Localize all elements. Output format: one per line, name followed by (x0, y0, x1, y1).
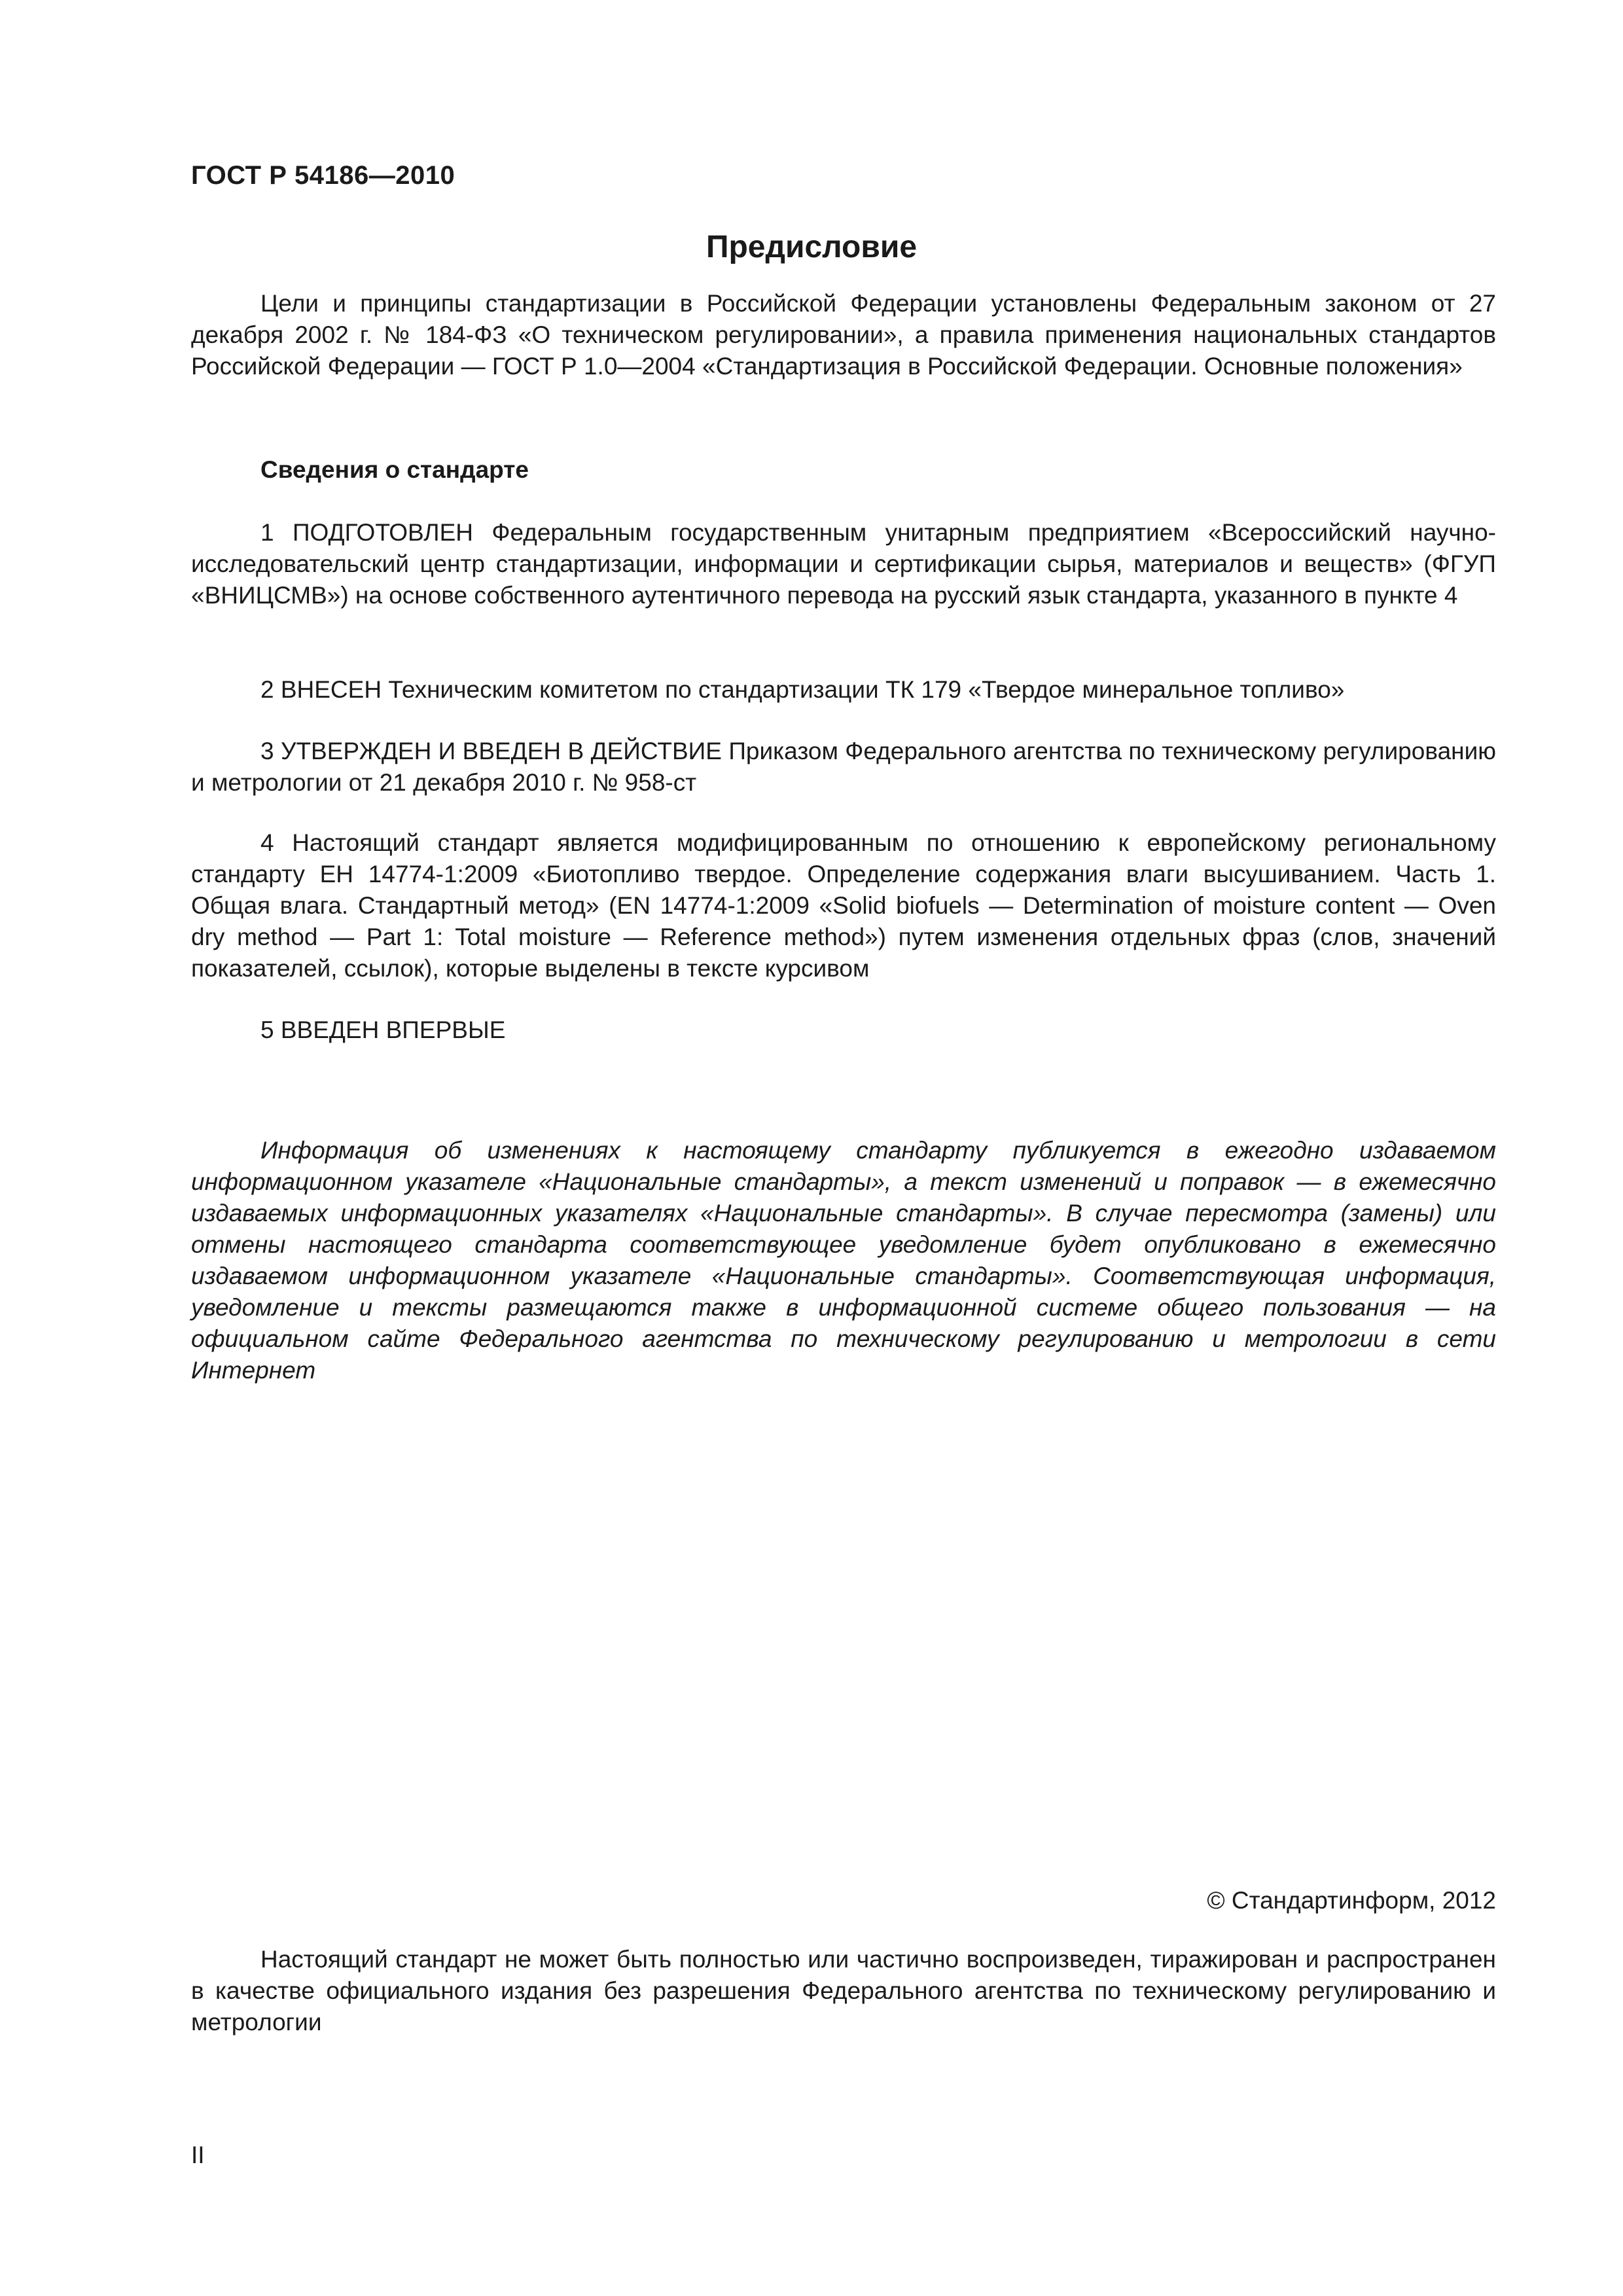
foreword-intro-paragraph: Цели и принципы стандартизации в Российской Федерации установлены Федеральным законом от 27 декабря 2002 г. № 184-ФЗ «О техническом регулировании», а правила применения национальных стандартов Российской Федерации — ГОСТ Р 1.0—2004 «Стандартизация в Российской Федерации. Основные положения» (191, 290, 1496, 380)
reproduction-notice: Настоящий стандарт не может быть полностью или частично воспроизведен, тиражирован и распространен в качестве официального издания без разрешения Федерального агентства по техническому регулированию и метрологии (191, 1946, 1496, 2036)
document-code: ГОСТ Р 54186—2010 (191, 161, 455, 190)
page-number: II (191, 2142, 205, 2168)
item-2-submitted-by: 2 ВНЕСЕН Техническим комитетом по стандартизации ТК 179 «Твердое минеральное топливо» (260, 676, 1345, 703)
changes-notice-paragraph: Информация об изменениях к настоящему стандарту публикуется в ежегодно издаваемом информационном указателе «Национальные стандарты», а текст изменений и поправок — в ежемесячно издаваемых информационных указателях «Национальные стандарты». В случае пересмотра (замены) или отмены настоящего стандарта соответствующее уведомление будет опубликовано в ежемесячно издаваемом информационном указателе «Национальные стандарты». Соответствующая информация, уведомление и тексты размещаются также в информационной системе общего пользования — на официальном сайте Федерального агентства по техническому регулированию и метрологии в сети Интернет (191, 1137, 1496, 1384)
standard-info-heading: Сведения о стандарте (260, 456, 529, 483)
item-3-approved: 3 УТВЕРЖДЕН И ВВЕДЕН В ДЕЙСТВИЕ Приказом Федерального агентства по техническому регулированию и метрологии от 21 декабря 2010 г. № 958-ст (191, 738, 1496, 796)
page-title: Предисловие (705, 230, 918, 264)
item-4-modification-note: 4 Настоящий стандарт является модифицированным по отношению к европейскому региональному стандарту ЕН 14774-1:2009 «Биотопливо твердое. Определение содержания влаги высушиванием. Часть 1. Общая влага. Стандартный метод» (EN 14774-1:2009 «Solid biofuels — Determination of moisture content — Oven dry method — Part 1: Total moisture — Reference method») путем изменения отдельных фраз (слов, значений показателей, ссылок), которые выделены в тексте курсивом (191, 829, 1496, 982)
copyright-line: © Стандартинформ, 2012 (1207, 1887, 1496, 1914)
item-1-prepared-by: 1 ПОДГОТОВЛЕН Федеральным государственным унитарным предприятием «Всероссийский научно-исследовательский центр стандартизации, информации и сертификации сырья, материалов и веществ» (ФГУП «ВНИЦСМВ») на основе собственного аутентичного перевода на русский язык стандарта, указанного в пункте 4 (191, 519, 1496, 609)
item-5-first-introduced: 5 ВВЕДЕН ВПЕРВЫЕ (260, 1016, 506, 1043)
